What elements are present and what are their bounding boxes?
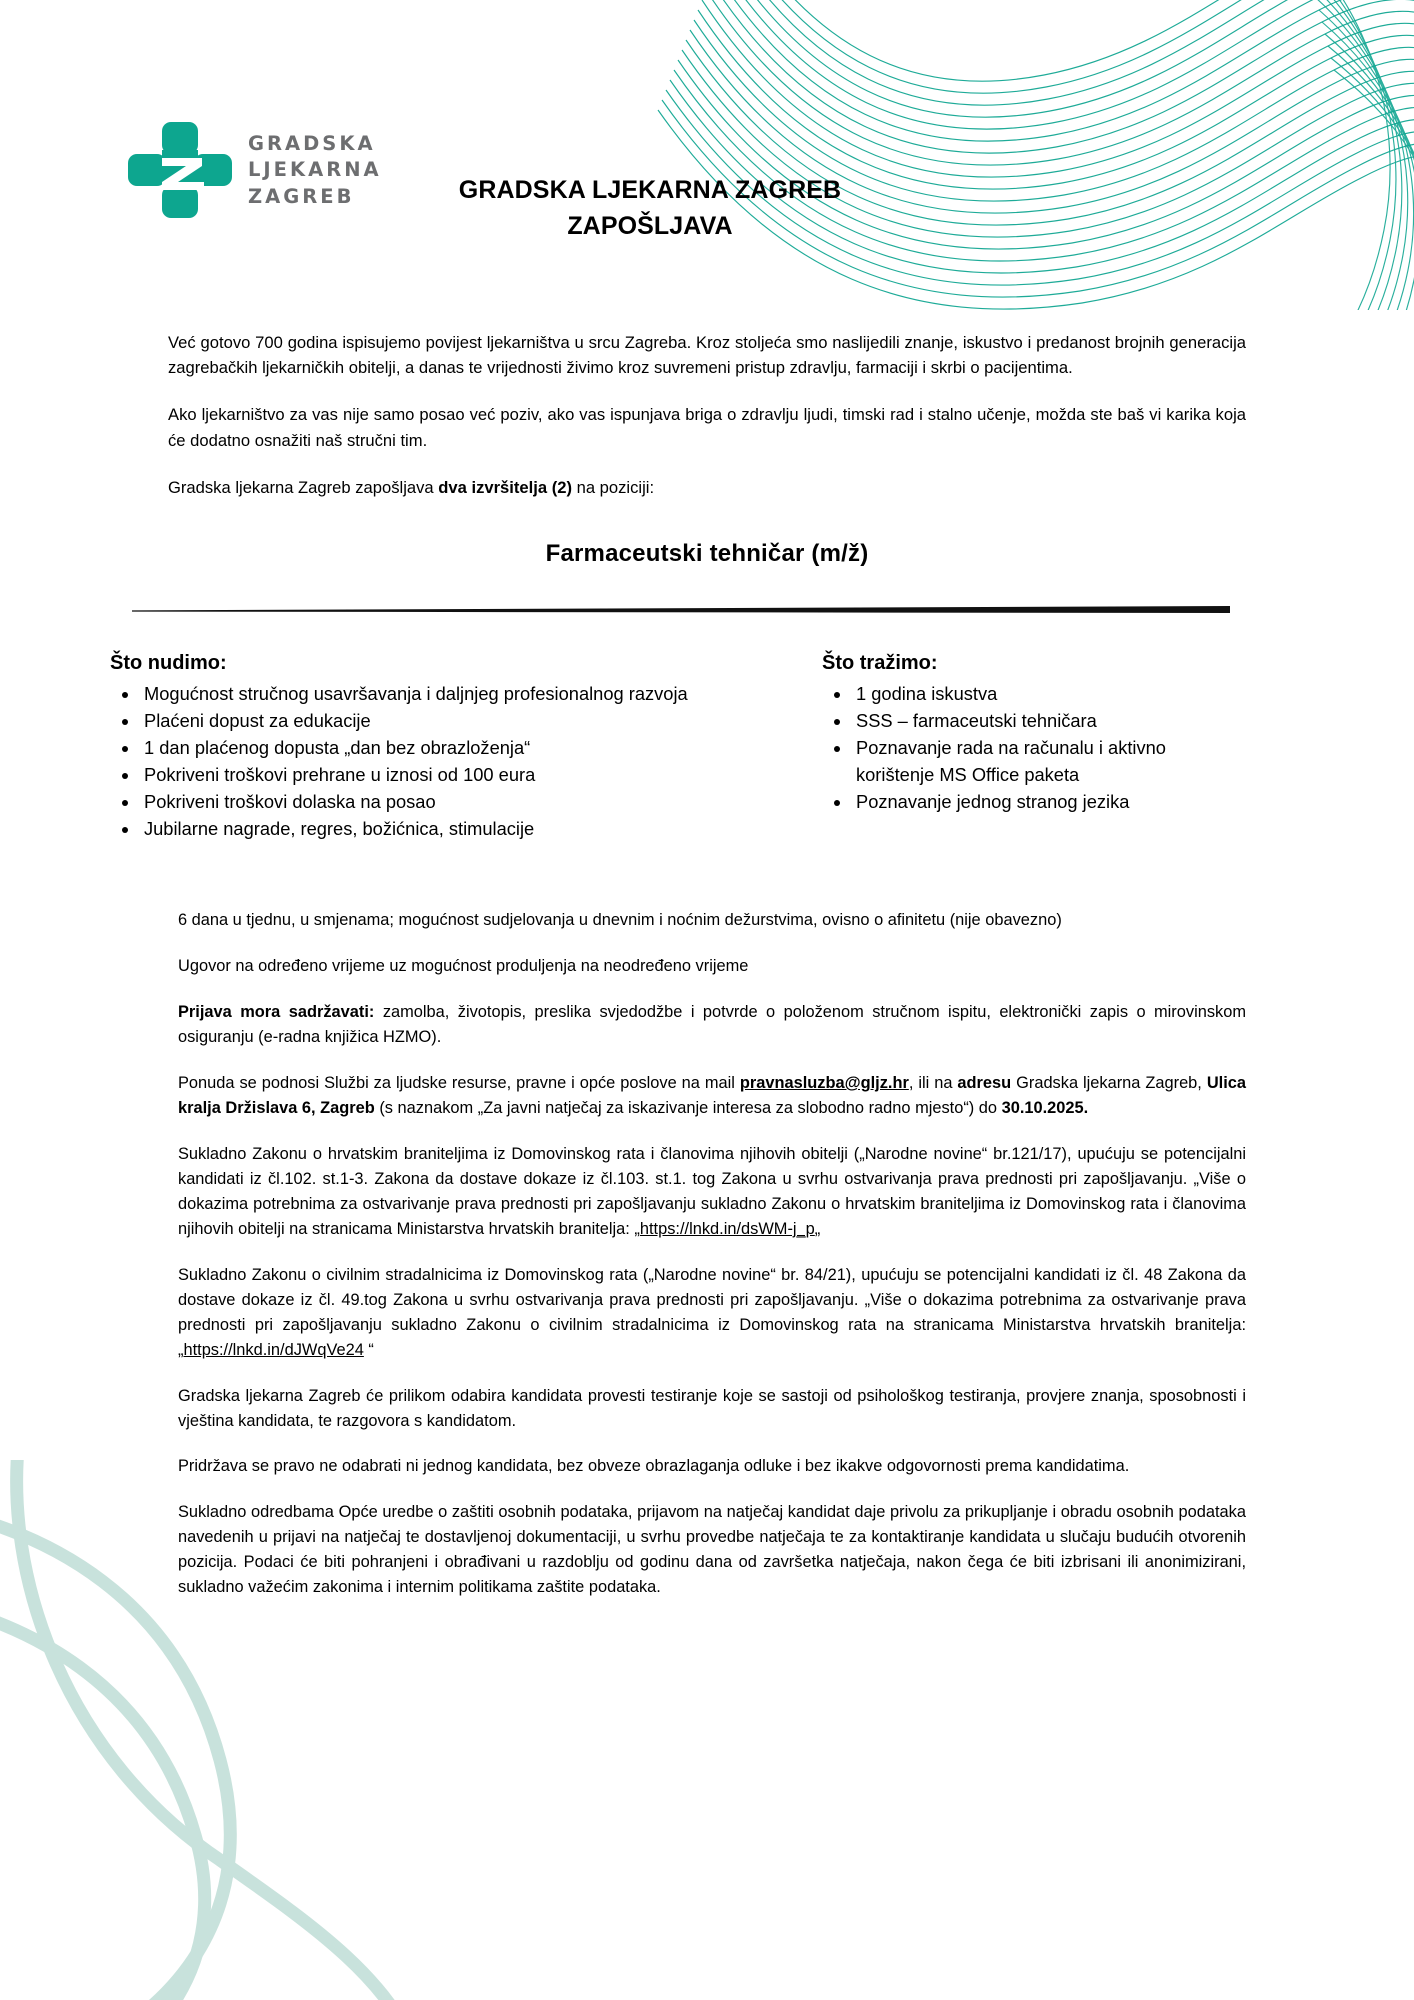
gdpr-paragraph: Sukladno odredbama Opće uredbe o zaštiti osobnih podataka, prijavom na natječaj kandidat daje privolu za prikupljanje i obradu osobnih podataka navedenih u prijavi na natječaj te dostavljenoj dokumentaciji, u svrhu provedbe natječaja te za kontaktiranje kandidata u slučaju budućih otvorenih pozicija. Podaci će biti pohranjeni i obrađivani u razdoblju od godinu dana od završetka natječaja, nakon čega će biti izbrisani ili anonimizirani, sukladno važećim zakonima i internim politikama zaštite podataka. [178,1503,1246,1597]
no-selection-paragraph: Pridržava se pravo ne odabrati ni jednog kandidata, bez obveze obrazlaganja odluke i bez ikakve odgovornosti prema kandidatima. [178,1457,1130,1476]
list-item: • Poznavanje jednog stranog jezika [852,789,1246,816]
application-requirements-paragraph [178,1000,1246,1050]
offer-heading: Što nudimo: [110,652,227,675]
masthead [0,0,1414,270]
page-title [300,172,1000,245]
position-title: Farmaceutski tehničar (m/ž) [545,540,869,568]
list-item: • Plaćeni dopust za edukacije [140,708,822,735]
application-requirements-label: Prijava mora sadržavati: [178,1003,375,1022]
veterans-law-link[interactable]: https://lnkd.in/dsWM-j_p [639,1219,815,1238]
civilian-victims-quote-close: “ [363,1340,374,1359]
email-link[interactable]: pravnasluzba@gljz.hr [739,1074,909,1093]
contract-paragraph: Ugovor na određeno vrijeme uz mogućnost produljenja na neodređeno vrijeme [178,957,749,976]
offer-requirements-columns [110,652,1246,842]
list-item: • Pokriveni troškovi dolaska na posao [140,789,822,816]
application-requirements-text: zamolba, životopis, preslika svjedodžbe i potvrde o položenom stručnom ispitu, elektronički zapis o mirovinskom osiguranju (e-radna knjižica HZMO). [178,1003,1246,1047]
schedule-paragraph: 6 dana u tjednu, u smjenama; mogućnost sudjelovanja u dnevnim i noćnim dežurstvima, ovisno o afinitetu (nije obavezno) [178,911,1062,930]
offer-list [110,681,822,842]
submission-pre-text: Ponuda se podnosi Službi za ljudske resurse, pravne i opće poslove na mail [178,1074,740,1093]
vacancy-count: dva izvršitelja (2) [438,477,572,497]
veterans-law-paragraph [178,1142,1246,1242]
list-item: • Pokriveni troškovi prehrane u iznosi od 100 eura [140,762,822,789]
logo-word-zagreb: ZAGREB [248,184,355,208]
civilian-victims-law-text: Sukladno Zakonu o civilnim stradalnicima iz Domovinskog rata („Narodne novine“ br. 84/21), upućuju se potencijalni kandidati iz čl. 48 Zakona da dostave dokaze iz čl. 49.tog Zakona u svrhu ostvarivanja prava prednosti pri zapošljavanju. „Više o dokazima potrebnima za ostvarivanje prava prednosti pri zapošljavanju sukladno Zakonu o civilnim stradalnicima iz Domovinskog rata na stranicama Ministarstva hrvatskih branitelja: „ [178,1265,1246,1359]
company-address: Ulica kralja Držislava 6, Zagreb [178,1074,1246,1118]
list-item: • Jubilarne nagrade, regres, božićnica, stimulacije [140,816,822,843]
submission-paragraph [178,1071,1246,1121]
intro-section [0,330,1414,1600]
offer-column [110,652,822,842]
requirements-heading: Što tražimo: [822,652,938,675]
details-section [168,908,1246,1600]
logo-word-ljekarna: LJEKARNA [248,158,382,182]
logo-word-gradska: GRADSKA [248,131,376,155]
list-item: • Mogućnost stručnog usavršavanja i daljnjeg profesionalnog razvoja [140,681,822,708]
address-label: adresu [957,1074,1012,1093]
application-deadline: 30.10.2025. [1001,1099,1089,1118]
list-item: • SSS – farmaceutski tehničara [852,708,1246,735]
intro-paragraph-2: Ako ljekarništvo za vas nije samo posao već poziv, ako vas ispunjava briga o zdravlju ljudi, timski rad i stalno učenje, možda ste baš vi karika koja će dodatno osnažiti naš stručni tim. [168,405,1246,450]
title-line-2: ZAPOŠLJAVA [567,212,733,241]
list-item: • 1 dan plaćenog dopusta „dan bez obrazloženja“ [140,735,822,762]
submission-mid-text-3: (s naznakom „Za javni natječaj za iskazivanje interesa za slobodno radno mjesto“) do [374,1099,1002,1118]
list-item: • 1 godina iskustva [852,681,1246,708]
title-line-1: GRADSKA LJEKARNA ZAGREB [458,176,842,204]
intro-paragraph-1: Već gotovo 700 godina ispisujemo povijest ljekarništva u srcu Zagreba. Kroz stoljeća smo naslijedili znanje, iskustvo i predanost brojnih generacija zagrebačkih ljekarničkih obitelji, a danas te vrijednosti živimo kroz suvremeni pristup zdravlju, farmaciji i skrbi o pacijentima. [168,333,1246,378]
requirements-column [822,652,1246,842]
intro-paragraph-3 [168,475,1246,500]
tapered-divider-rule [132,606,1230,613]
vacancy-pre-text: Gradska ljekarna Zagreb zapošljava [168,477,439,497]
submission-mid-text-1: , ili na [908,1074,958,1093]
vacancy-post-text: na poziciji: [571,477,655,497]
submission-mid-text-2: Gradska ljekarna Zagreb, [1011,1074,1207,1093]
veterans-law-quote-close: „ [814,1219,821,1238]
civilian-victims-law-link[interactable]: https://lnkd.in/dJWqVe24 [183,1340,364,1359]
pharmacy-cross-logo-icon [126,120,234,220]
list-item: • Poznavanje rada na računalu i aktivno korištenje MS Office paketa [852,735,1246,789]
veterans-law-text: Sukladno Zakonu o hrvatskim braniteljima iz Domovinskog rata i članovima njihovih obitelji („Narodne novine“ br.121/17), upućuju se potencijalni kandidati iz čl.102. st.1-3. Zakona da dostave dokaze iz čl.103. st.1. tog Zakona u svrhu ostvarivanja prava prednosti pri zapošljavanju. „Više o dokazima potrebnima za ostvarivanje prava prednosti pri zapošljavanju sukladno Zakonu o hrvatskim braniteljima iz Domovinskog rata i članovima njihovih obitelji na stranicama Ministarstva hrvatskih branitelja: „ [178,1145,1246,1238]
requirements-list [822,681,1246,815]
testing-paragraph: Gradska ljekarna Zagreb će prilikom odabira kandidata provesti testiranje koje se sastoji od psihološkog testiranja, provjere znanja, sposobnosti i vještina kandidata, te razgovora s kandidatom. [178,1386,1246,1430]
civilian-victims-law-paragraph [178,1263,1246,1363]
